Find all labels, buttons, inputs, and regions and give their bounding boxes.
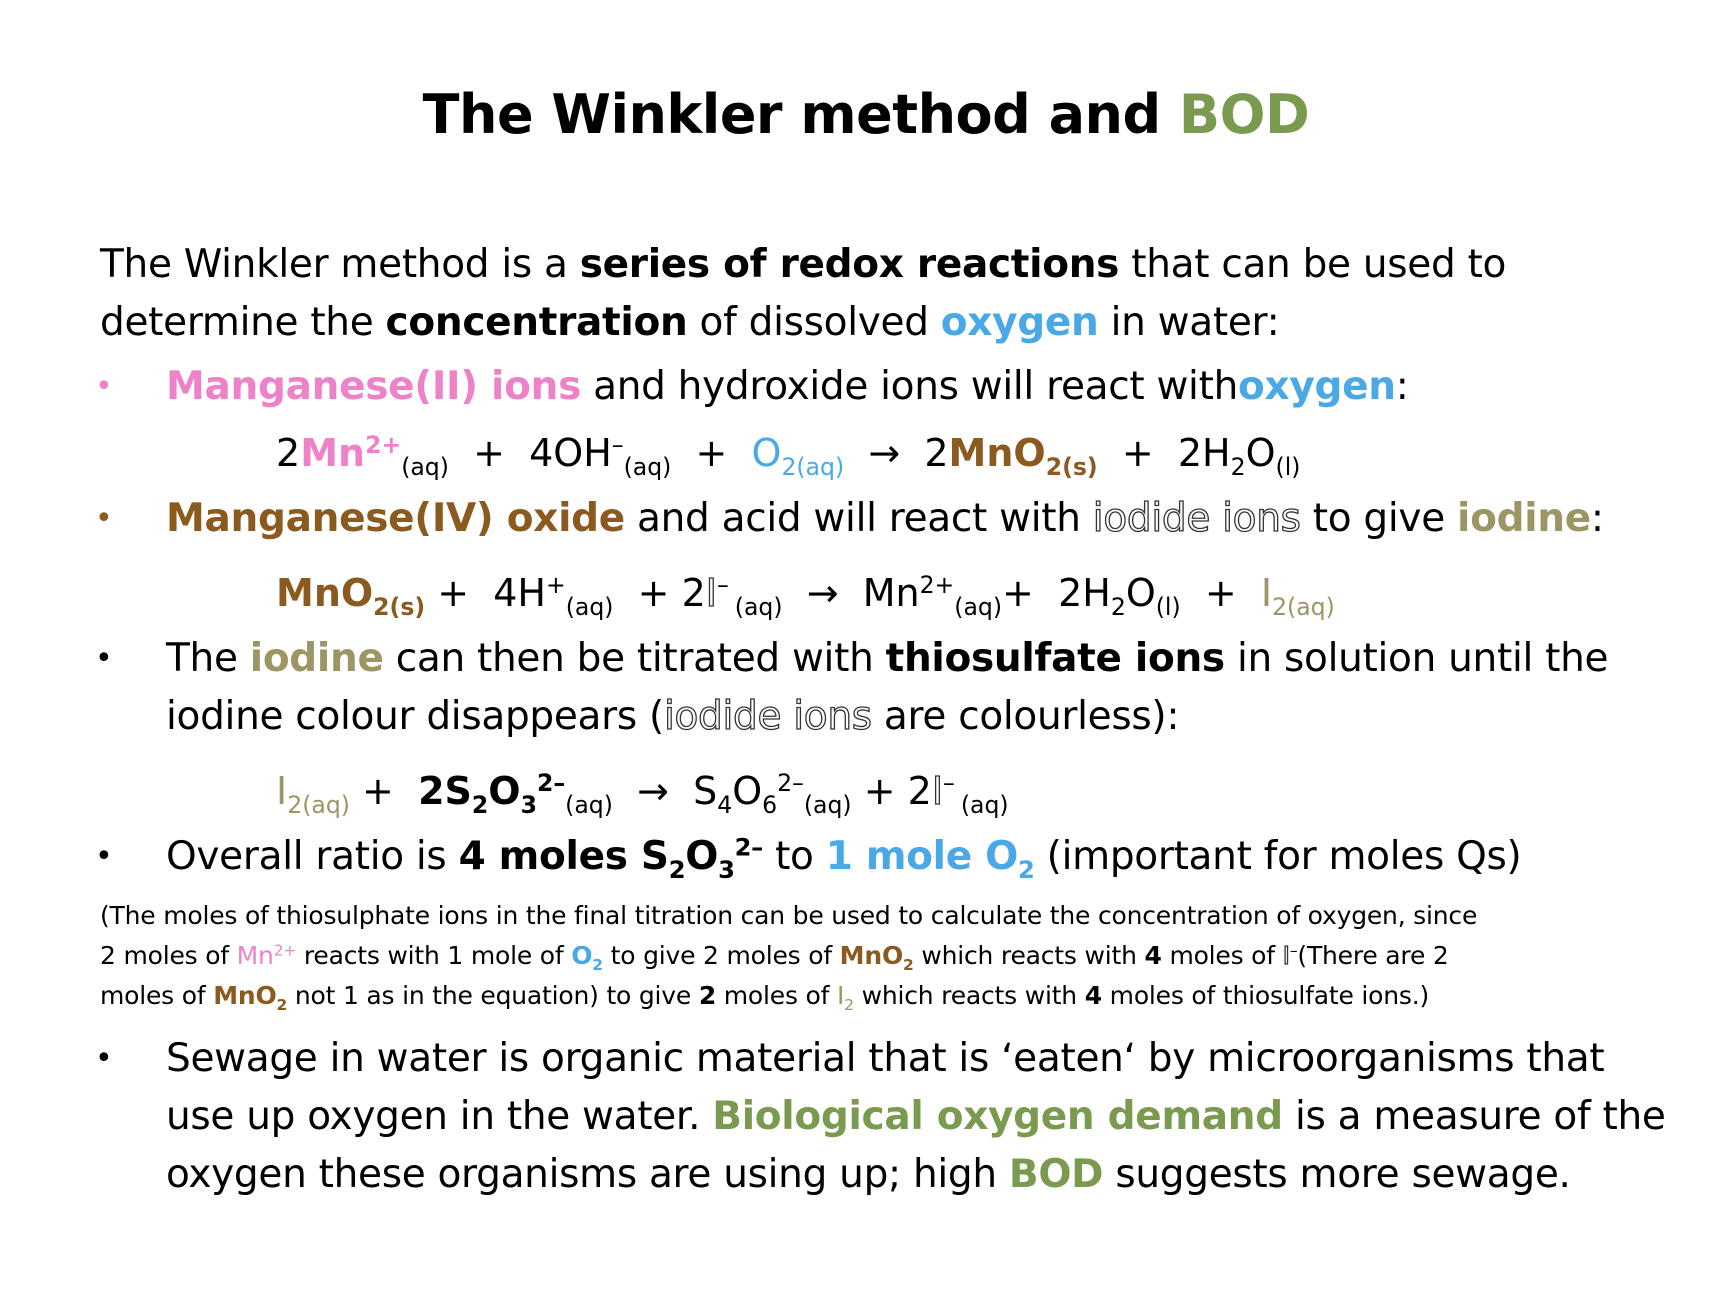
oxygen-label: oxygen xyxy=(1238,364,1396,409)
ratio-sub: 3 xyxy=(718,856,735,885)
colon: : xyxy=(1395,364,1409,409)
note-text: moles of xyxy=(100,981,206,1010)
eq3-s2o3-sub2: 3 xyxy=(520,790,537,819)
eq2-i-charge: – xyxy=(716,571,729,600)
eq1-o2-sub: 2(aq) xyxy=(781,452,845,481)
equation-2 xyxy=(276,564,1335,622)
eq3-plus: + xyxy=(863,769,896,813)
bullet-marker: • xyxy=(95,501,113,536)
intro-line-2 xyxy=(100,294,1279,352)
eq2-i-coef: 2 xyxy=(681,571,706,615)
bullet-3-body: are colourless): xyxy=(883,694,1180,739)
eq1-plus: + xyxy=(1121,431,1154,475)
note-number: 4 xyxy=(1084,981,1102,1010)
eq3-iodide: I xyxy=(931,769,944,813)
bullet-marker: • xyxy=(95,839,113,874)
eq1-plus: + xyxy=(473,431,505,475)
eq1-mno2-coef: 2 xyxy=(924,431,949,475)
bullet-4-body: Overall ratio is xyxy=(166,834,447,879)
eq2-plus: + xyxy=(437,571,470,615)
eq2-h: 4H xyxy=(493,571,546,615)
eq3-i-coef: 2 xyxy=(907,769,932,813)
title-accent-bod: BOD xyxy=(1178,83,1310,146)
bullet-3-line-1 xyxy=(166,630,1608,688)
eq2-h2o-state: (l) xyxy=(1155,592,1181,621)
note-mno2-sub: 2 xyxy=(903,955,914,974)
note-mn xyxy=(237,941,296,970)
ratio-oxygen-text: 1 mole O xyxy=(825,834,1019,879)
eq1-o2-symbol: O xyxy=(751,431,782,475)
bullet-3-body: The xyxy=(166,636,238,681)
eq3-s2o3-o: O xyxy=(488,769,521,813)
bullet-3-body: iodine colour disappears ( xyxy=(166,694,664,739)
note-text: 2 moles of xyxy=(100,941,229,970)
bullet-5-body: suggests more sewage. xyxy=(1115,1152,1571,1197)
ratio-charge: 2– xyxy=(734,833,763,862)
eq3-s2o3-charge: 2– xyxy=(536,769,566,798)
slide-title xyxy=(0,80,1732,150)
note-mno2-symbol: MnO xyxy=(839,941,904,970)
bullet-4-body: (important for moles Qs) xyxy=(1046,834,1522,879)
note-i2 xyxy=(836,981,854,1014)
note-text: moles of thiosulfate ions.) xyxy=(1109,981,1430,1010)
eq3-plus: + xyxy=(362,769,394,813)
eq2-i2 xyxy=(1260,571,1335,621)
intro-text: determine the xyxy=(100,300,374,345)
bullet-3-line-2 xyxy=(166,688,1179,746)
eq1-h2o-o: O xyxy=(1245,431,1276,475)
eq3-state: (aq) xyxy=(565,790,613,819)
eq2-iodide: I xyxy=(705,571,717,615)
eq1-h2o-state: (l) xyxy=(1275,452,1301,481)
manganese-iv-oxide-label: Manganese(IV) oxide xyxy=(166,496,625,541)
note-text: which reacts with xyxy=(861,981,1077,1010)
note-number: 4 xyxy=(1144,941,1162,970)
iodide-ions-label: iodide ions xyxy=(1092,496,1301,541)
note-iodide: I xyxy=(1282,941,1290,970)
note-text: to give 2 moles of xyxy=(610,941,832,970)
note-line-1: (The moles of thiosulphate ions in the final titration can be used to calculate the concentration of oxygen, since xyxy=(100,901,1478,930)
note-number: 2 xyxy=(698,981,717,1010)
note-mno2-sub: 2 xyxy=(276,995,288,1014)
eq3-s4o6-charge: 2– xyxy=(777,769,804,798)
intro-emphasis-redox: series of redox reactions xyxy=(579,242,1120,287)
eq2-plus: + xyxy=(637,571,670,615)
intro-text: in water: xyxy=(1110,300,1280,345)
eq1-coef: 2 xyxy=(276,431,301,475)
eq2-h-charge: + xyxy=(545,571,566,600)
eq1-mn-charge: 2+ xyxy=(365,431,402,460)
eq3-i2-symbol: I xyxy=(276,769,288,813)
iodine-label: iodine xyxy=(1457,496,1591,541)
ratio-sub: 2 xyxy=(668,856,686,885)
ratio-oxygen xyxy=(825,834,1035,885)
eq1-oh: 4OH xyxy=(529,431,612,475)
bullet-2-body: to give xyxy=(1312,496,1445,541)
note-o2-sub: 2 xyxy=(592,955,603,974)
thiosulfate-label: thiosulfate ions xyxy=(885,636,1225,681)
reaction-arrow: → xyxy=(868,431,901,475)
intro-emphasis-concentration: concentration xyxy=(385,300,688,345)
eq2-h2o-sub: 2 xyxy=(1110,592,1126,621)
equation-3 xyxy=(276,762,1009,820)
eq1-mn xyxy=(300,431,401,475)
note-mno2 xyxy=(839,941,914,974)
bullet-5-body: oxygen these organisms are using up; high xyxy=(166,1152,997,1197)
eq1-state: (aq) xyxy=(623,452,672,481)
eq3-state: (aq) xyxy=(803,790,852,819)
eq1-o2 xyxy=(751,431,845,481)
ratio-thiosulfate xyxy=(458,833,763,885)
bullet-1-text xyxy=(166,358,1409,416)
title-main: The Winkler method and xyxy=(422,83,1161,146)
bullet-2-body: and acid will react with xyxy=(637,496,1081,541)
eq2-plus: + xyxy=(1002,571,1034,615)
eq2-state: (aq) xyxy=(565,592,614,621)
bullet-4-text xyxy=(166,828,1521,886)
eq1-oh-charge: – xyxy=(611,431,624,460)
eq1-state: (aq) xyxy=(401,452,449,481)
note-text: not 1 as in the equation) to give xyxy=(294,981,692,1010)
note-i-charge: – xyxy=(1289,941,1298,960)
eq3-state: (aq) xyxy=(960,790,1009,819)
manganese-ii-label: Manganese(II) ions xyxy=(166,364,581,409)
bullet-5-line-1: Sewage in water is organic material that is ‘eaten‘ by microorganisms that xyxy=(166,1036,1605,1081)
eq3-s2o3-sub1: 2 xyxy=(471,790,489,819)
eq2-mno2-sub: 2(s) xyxy=(373,592,426,621)
note-mn-symbol: Mn xyxy=(236,941,274,970)
intro-text: The Winkler method is a xyxy=(100,242,568,287)
eq3-i-charge: – xyxy=(943,769,955,798)
bullet-marker: • xyxy=(95,1041,113,1076)
note-mn-charge: 2+ xyxy=(273,941,297,960)
bullet-3-body: in solution until the xyxy=(1236,636,1609,681)
note-line-3 xyxy=(100,976,1429,1016)
eq3-i2 xyxy=(276,769,350,819)
iodine-label: iodine xyxy=(249,636,384,681)
note-i2-sub: 2 xyxy=(844,995,854,1014)
bullet-marker: • xyxy=(95,369,113,404)
eq2-h2o: 2H xyxy=(1058,571,1111,615)
note-text: which reacts with xyxy=(921,941,1137,970)
bullet-3-body: can then be titrated with xyxy=(395,636,874,681)
eq3-s4o6-s: S xyxy=(693,769,718,813)
note-text: moles of xyxy=(723,981,830,1010)
note-i2-symbol: I xyxy=(836,981,845,1010)
eq3-s4o6-sub1: 4 xyxy=(717,790,733,819)
bod-abbrev: BOD xyxy=(1008,1152,1104,1197)
eq2-plus: + xyxy=(1204,571,1237,615)
eq3-s2o3-s: 2S xyxy=(418,769,472,813)
bullet-5-line-2 xyxy=(166,1088,1666,1146)
bod-term: Biological oxygen demand xyxy=(712,1094,1283,1139)
bullet-1-body: and hydroxide ions will react with xyxy=(593,364,1239,409)
note-o2 xyxy=(571,941,603,974)
eq2-mn-charge: 2+ xyxy=(919,571,955,600)
eq2-i2-symbol: I xyxy=(1260,571,1273,615)
intro-text: that can be used to xyxy=(1131,242,1507,287)
eq2-h2o-o: O xyxy=(1125,571,1156,615)
eq1-mn-symbol: Mn xyxy=(300,431,366,475)
bullet-4-body: to xyxy=(775,834,814,879)
intro-line-1 xyxy=(100,236,1506,294)
eq3-s4o6-sub2: 6 xyxy=(762,790,778,819)
ratio-sub: 2 xyxy=(1018,856,1035,885)
bullet-5-body: use up oxygen in the water. xyxy=(166,1094,701,1139)
note-text: (There are 2 xyxy=(1297,941,1449,970)
bullet-5-body: is a measure of the xyxy=(1295,1094,1666,1139)
note-mno2-symbol: MnO xyxy=(213,981,277,1010)
eq2-mn: Mn xyxy=(862,571,920,615)
iodide-ions-label: iodide ions xyxy=(663,694,872,739)
note-mno2 xyxy=(213,981,288,1014)
eq2-mno2 xyxy=(276,571,426,621)
ratio-thiosulfate-text: 4 moles S xyxy=(458,834,669,879)
eq2-i2-sub: 2(aq) xyxy=(1272,592,1335,621)
eq3-thiosulfate xyxy=(418,769,566,819)
note-line-2 xyxy=(100,936,1449,976)
eq2-state: (aq) xyxy=(954,592,1003,621)
ratio-o: O xyxy=(685,834,719,879)
eq1-h2o: 2H xyxy=(1177,431,1231,475)
intro-text: of dissolved xyxy=(699,300,929,345)
eq2-state: (aq) xyxy=(734,592,783,621)
bullet-marker: • xyxy=(95,641,113,676)
bullet-2-text xyxy=(166,490,1604,548)
eq1-mno2-sub: 2(s) xyxy=(1045,452,1098,481)
eq1-mno2 xyxy=(948,431,1098,481)
eq1-plus: + xyxy=(695,431,728,475)
bullet-5-line-3 xyxy=(166,1146,1571,1204)
reaction-arrow: → xyxy=(637,769,669,813)
note-text: moles of xyxy=(1169,941,1275,970)
equation-1 xyxy=(276,424,1300,482)
colon: : xyxy=(1590,496,1604,541)
reaction-arrow: → xyxy=(806,571,839,615)
eq2-mno2-symbol: MnO xyxy=(276,571,374,615)
intro-oxygen: oxygen xyxy=(940,300,1099,345)
note-o2-symbol: O xyxy=(571,941,593,970)
note-text: reacts with 1 mole of xyxy=(303,941,564,970)
eq3-i2-sub: 2(aq) xyxy=(287,790,350,819)
eq1-mno2-symbol: MnO xyxy=(948,431,1046,475)
eq1-h2o-sub: 2 xyxy=(1230,452,1246,481)
eq3-s4o6-o: O xyxy=(732,769,763,813)
